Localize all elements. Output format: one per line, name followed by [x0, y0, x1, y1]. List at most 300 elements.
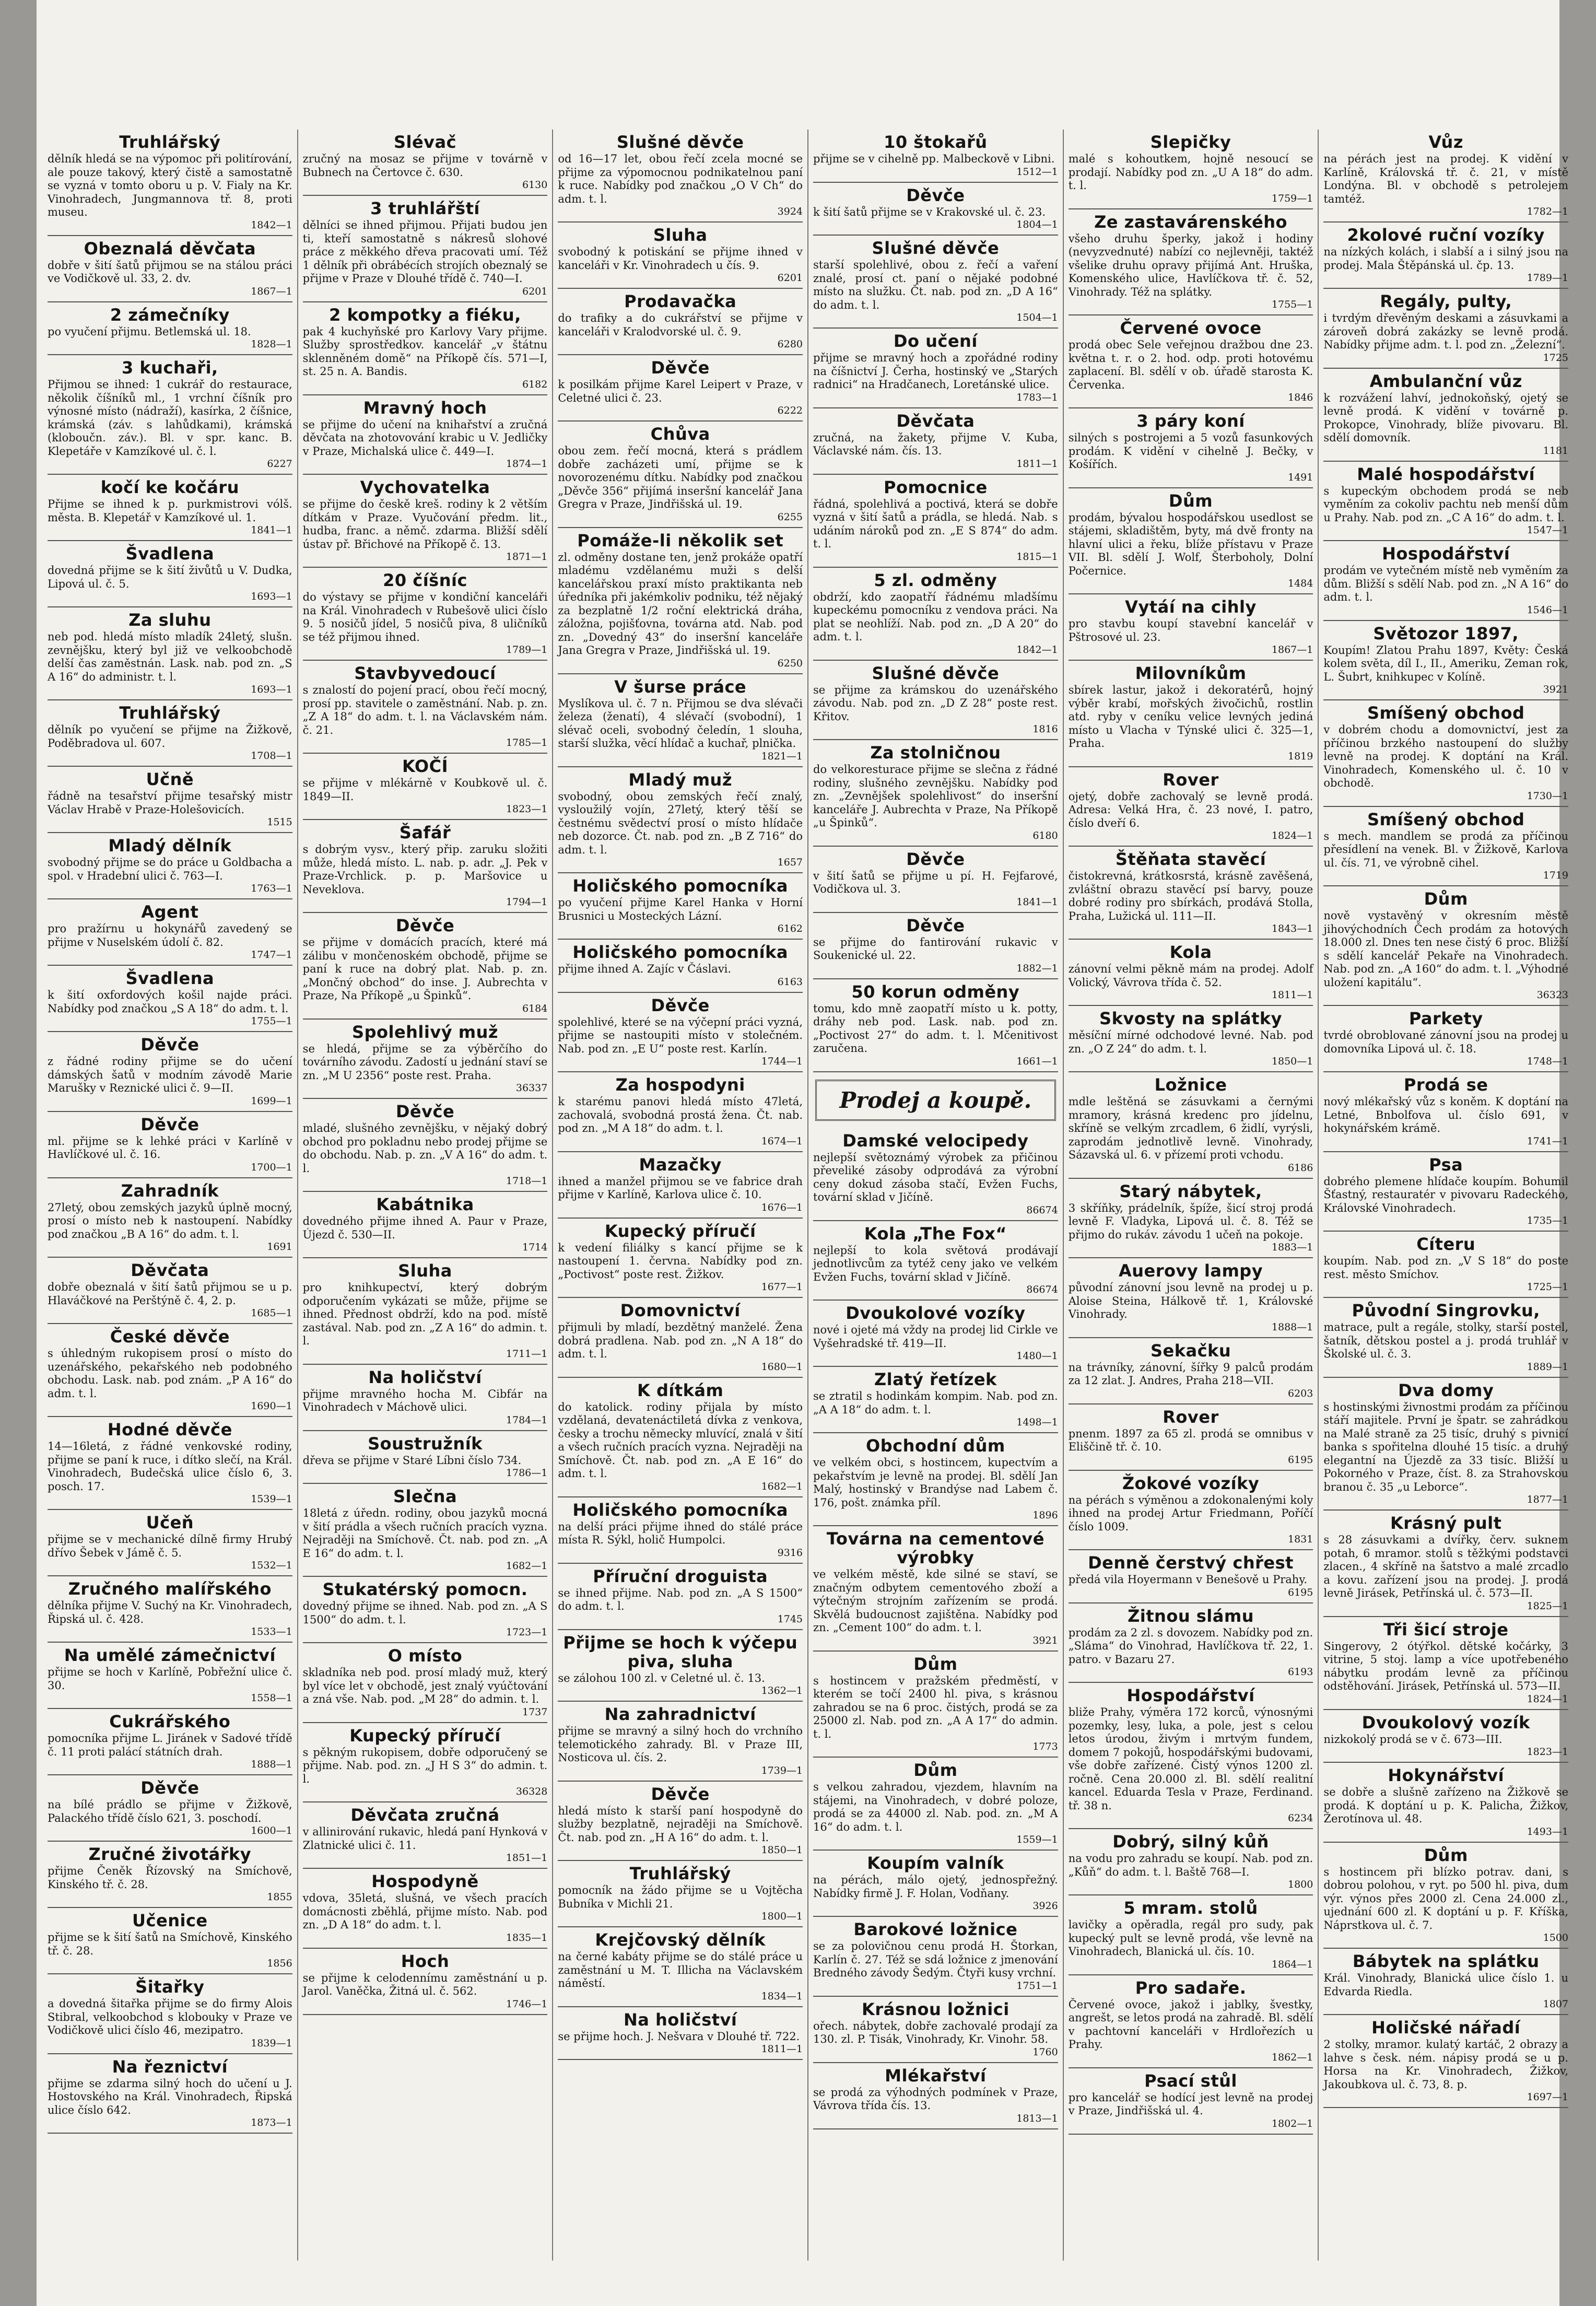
classified-ad [1069, 661, 1313, 767]
ad-code: 1811—1 [1271, 989, 1313, 1001]
ad-code: 1877—1 [1527, 1494, 1569, 1505]
ad-code: 1755—1 [1271, 299, 1313, 310]
ad-body: se přijme hoch. J. Nešvara v Dlouhé tř. 722. [558, 2030, 800, 2043]
classified-ad [558, 1378, 803, 1497]
ad-title: Smíšený obchod [1367, 809, 1525, 829]
ad-body: ve velkém obci, s hostincem, kupectvím a pekařstvím je levně na prodej. Bl. sdělí Jan Malý, hostinský v Brandýse nad Labem č. 176, pošt. známka příl. [813, 1456, 1058, 1509]
classified-ad [48, 2054, 292, 2134]
classified-ad [813, 183, 1058, 236]
ad-title: Děvče [140, 1778, 199, 1798]
ad-code: 1825—1 [1527, 1600, 1569, 1612]
ad-body: Přijmou se ihned: 1 cukrář do restaurace, několik číšníků ml., 1 vrchní číšník pro výnosné místo (nádraží), kasírka, 2 číšnice, krámská (záv. s lahůdkami), krámská (kloboučn. záv.). Bl. v spr. kanc. B. Klepetáře v Kamzíkové ul. č. l. [48, 378, 292, 458]
ad-title: Slévač [393, 132, 457, 152]
ad-body: Červené ovoce, jakož i jablky, švestky, angrešt, se letos prodá na zahradě. Bl. sdělí v pachtovní kanceláři v Hrdlořezích u Prahy. [1068, 1998, 1313, 2051]
classified-ad [558, 674, 803, 767]
classified-ad [48, 541, 292, 607]
ad-body: se zálohou 100 zl. v Celetné ul. č. 13. [558, 1671, 765, 1684]
ad-title: Přijme se hoch k výčepu piva, sluha [563, 1632, 798, 1671]
ad-code: 1493—1 [1527, 1825, 1569, 1837]
ad-code: 1714 [522, 1242, 548, 1253]
ad-title: Učně [146, 769, 194, 789]
classified-ad [303, 302, 548, 395]
ad-code: 1841—1 [251, 524, 292, 536]
ad-code: 1785—1 [506, 737, 548, 748]
ad-body: se přijme za krámskou do uzenářského závodu. Nab. pod zn. „D Z 28“ poste rest. Křitov. [813, 683, 1058, 723]
ad-code: 36323 [1536, 989, 1569, 1001]
ad-code: 6222 [777, 405, 803, 416]
ad-code: 1491 [1288, 471, 1313, 483]
ad-title: Za stolničnou [870, 743, 1001, 763]
ad-code: 1811—1 [761, 2043, 803, 2055]
ad-title: Mravný hoch [363, 397, 487, 418]
ad-code: 1824—1 [1527, 1693, 1569, 1705]
ad-title: Za sluhu [128, 610, 212, 630]
classified-ad [1323, 1617, 1568, 1710]
ad-title: K dítkám [637, 1380, 724, 1400]
ad-body: 14—16letá, z řádné venkovské rodiny, přijme se paní k ruce, i dítko slečí, na Král. Vinohradech, Budečská ulice číslo 6, 3. posch. 17. [48, 1440, 292, 1493]
classified-ad [1069, 1603, 1313, 1683]
ad-title: Hospodářství [1382, 544, 1510, 564]
ad-code: 1682—1 [506, 1560, 548, 1572]
ad-body: nejlepší to kola světová prodávají jednotlivcům za tytéž ceny jako ve velkém Evžen Fuchs, tovární sklad v Jičíně. [813, 1244, 1058, 1283]
ad-body: Král. Vinohrady, Blanická ulice číslo 1. u Edvarda Riedla. [1323, 1972, 1569, 1998]
ad-body: všeho druhu šperky, jakož i hodiny (nevyzvednuté) nabízí co nejlevněji, taktéž všelike druhu opravy přijímá Ant. Hruška, Komenského ulice, Havlíčkova tř. č. 52, Vinohrady. Též na splátky. [1068, 232, 1313, 298]
classified-ad [1323, 807, 1568, 887]
classified-ad [303, 1192, 548, 1258]
ad-body: hledá místo k starší paní hospodyně do služby bezplatně, nejraději na Smíchově. Čt. nab. pod zn. „H A 16“ do adm. t. l. [558, 1804, 803, 1844]
classified-ad [1069, 1975, 1313, 2068]
ad-code: 1773 [1032, 1741, 1058, 1752]
ad-code: 1735—1 [1527, 1215, 1569, 1226]
ad-body: neb pod. hledá místo mladík 24letý, slušn. zevnějšku, který byl již ve velkoobchodě delší čas zaměstnán. Lask. nab. pod zn. „S A 16“ do administr. t. l. [48, 630, 292, 683]
ad-code: 1842—1 [251, 219, 292, 231]
ad-body: do katolick. rodiny přijala by místo vzdělaná, devatenáctiletá dívka z venkova, česky a trochu německy mluvící, znalá v šití a všech ručních pracích vyzna. Nejraději na Smíchově. Čt. nab. pod zn. „A E 16“ do adm. t. l. [558, 1400, 803, 1480]
ad-title: Sekačku [1150, 1340, 1231, 1361]
ad-code: 1657 [777, 857, 803, 868]
ad-body: měsíční mírné odchodové levné. Nab. pod zn. „O Z 24“ do adm. t. l. [1068, 1029, 1313, 1055]
ad-code: 6234 [1288, 1812, 1313, 1824]
ad-body: mladé, slušného zevnějšku, v nějaký dobrý obchod pro pokladnu nebo prodej přijme se do obchodu. Nab. p. zn. „V A 16“ do adm. t. l. [302, 1122, 548, 1175]
ad-title: Regály, pulty, [1380, 291, 1512, 311]
ad-code: 1867—1 [251, 285, 292, 297]
ad-title: Agent [141, 902, 199, 922]
ad-body: ml. přijme se k lehké práci v Karlíně v Havlíčkové ul. č. 16. [48, 1134, 292, 1161]
ad-code: 86674 [1026, 1204, 1058, 1216]
classified-ad [1323, 1710, 1568, 1763]
classified-ad [48, 1643, 292, 1709]
classified-ad [48, 1178, 292, 1258]
ad-title: Děvče [651, 358, 710, 378]
ad-title: České děvče [110, 1327, 230, 1347]
classified-ad [48, 833, 292, 899]
ad-code: 1802—1 [1271, 2117, 1313, 2129]
classified-ad [1323, 1378, 1568, 1511]
classified-ad [813, 1367, 1058, 1433]
classified-ad [1069, 1072, 1313, 1179]
ad-title: Stukatérský pomocn. [322, 1579, 528, 1599]
ad-title: 2 kompotky a fiéku, [329, 305, 521, 325]
ad-body: nově vystavěný v okresním městě jihovýchodních Čech prodám za hotových 18.000 zl. Dnes ten nese čistý 6 proc. Bližší s sdělí kancelář Pekaře na Vinohradech. Nab. pod zn. „A 160“ do adm. t. l. „Výhodné uložení kapitálu“. [1323, 909, 1569, 989]
ad-code: 1558—1 [251, 1692, 292, 1704]
ad-code: 6255 [777, 511, 803, 523]
ad-title: Denně čerstvý chřest [1088, 1553, 1294, 1573]
ad-body: ve velkém městě, kde silné se staví, se značným odbytem cementového zboží a výtečným strojním zařízením se prodá. Skvělá budoucnost zajištěna. Nabídky pod zn. „Cement 100“ do adm. t. l. [813, 1568, 1058, 1634]
ad-title: Děvčata [131, 1260, 209, 1280]
ad-code: 1815—1 [1016, 551, 1058, 563]
ad-code: 1839—1 [251, 2037, 292, 2049]
ad-body: na nízkých kolách, i slabší a i silný jsou na prodej. Mala Štěpánská ul. čp. 13. [1323, 245, 1569, 272]
ad-code: 3921 [1032, 1634, 1058, 1646]
ad-body: vdova, 35letá, slušná, ve všech pracích domácnosti zběhlá, přijme místo. Nab. pod zn. „D A 18“ do adm. t. l. [302, 1892, 548, 1931]
ad-code: 1677—1 [761, 1281, 803, 1293]
ad-body: čistokrevná, krátkosrstá, krásně zavěšená, zvláštní obrazu stavěcí psí barvy, pouze dobré rodiny pro sbírkách, prodává Stolla, Praha, Lužická ul. 111—II. [1068, 870, 1313, 922]
classified-ad [303, 1869, 548, 1949]
ad-code: 1823—1 [1527, 1746, 1569, 1758]
ad-code: 1730—1 [1527, 790, 1569, 802]
classified-ad [558, 1298, 803, 1378]
classified-ad [558, 422, 803, 528]
ad-body: dobře v šití šatů přijmou se na stálou práci ve Vodičkově ul. 33, 2. dv. [48, 259, 292, 285]
ad-title: Tři šicí stroje [1383, 1619, 1509, 1640]
ad-code: 1697—1 [1527, 2091, 1569, 2103]
ad-title: 5 zl. odměny [874, 570, 997, 590]
ad-title: Malé hospodářství [1357, 464, 1535, 484]
ad-body: prodám, bývalou hospodářskou usedlost se stájemi, skladištěm, byty, má dvě fronty na hlavní ulici a řeku, blíže přístavu v Praze VII. Bl. sdělí J. Wolf, Šterboholy, Dolní Počernice. [1068, 511, 1313, 577]
classified-ad [48, 1709, 292, 1775]
classified-ad [48, 966, 292, 1032]
ad-code: 6201 [522, 285, 548, 297]
ad-title: 10 štokařů [884, 132, 988, 152]
ad-title: Hodné děvče [107, 1420, 232, 1439]
ad-code: 3924 [777, 206, 803, 217]
ad-body: dovedná přijme se k šití živůtů u V. Dudka, Lipová ul. č. 5. [48, 564, 292, 590]
ad-body: přijme ihned A. Zajíc v Čáslavi. [558, 963, 732, 975]
ad-body: s hostincem při blízko potrav. dani, s dobrou polohou, v ryt. po 500 hl. piva, dum výr. výnos přes 2000 zl. Cena 24.000 zl., ujednání 600 zl. K doptání u p. F. Kříška, Náprstkova ul. č. 7. [1323, 1865, 1569, 1932]
ad-title: Ložnice [1154, 1075, 1227, 1095]
ad-title: Děvče [651, 1784, 710, 1804]
ad-code: 1723—1 [506, 1626, 548, 1638]
classified-ad [813, 408, 1058, 475]
ad-code: 1500 [1543, 1932, 1569, 1944]
ad-code: 1737 [522, 1706, 548, 1718]
ad-code: 6162 [777, 923, 803, 934]
ad-body: dobrého plemene hlídače koupím. Bohumil Šťastný, restauratér v pivovaru Radeckého, Královské Vinohradech. [1323, 1175, 1569, 1214]
ad-body: do výstavy se přijme v kondiční kanceláři na Král. Vinohradech v Rubešově ulici číslo 9. 5 nosičů jídel, 5 nosičů piva, 8 uličníků se též přijmou ihned. [302, 591, 548, 643]
classified-ad [813, 1997, 1058, 2063]
classified-ad [558, 289, 803, 355]
ad-body: koupím. Nab. pod zn. „V S 18“ do poste rest. město Smíchov. [1323, 1255, 1569, 1281]
ad-title: Pomáže-li několik set [577, 530, 784, 551]
ad-title: Pro sadaře. [1135, 1977, 1247, 1998]
classified-ad [558, 1497, 803, 1564]
ad-code: 1744—1 [761, 1056, 803, 1067]
ad-body: původní zánovní jsou levně na prodej u p. Aloise Steina, Hálkově tř. 1, Královské Vinohrady. [1068, 1281, 1313, 1320]
ad-body: se za polovičnou cenu prodá H. Štorkan, Karlín č. 27. Též se sdá ložnice z jmenování Bredného závody Šedým. Čtyři kusy vrchní. [813, 1940, 1058, 1979]
classified-ad [1323, 621, 1568, 701]
classified-ad [303, 1643, 548, 1723]
ad-body: svobodný k potiskání se přijme ihned v kanceláři v Kr. Vinohradech u čís. 9. [558, 245, 803, 272]
ad-title: Žokové vozíky [1122, 1473, 1260, 1493]
ad-code: 1759—1 [1271, 192, 1313, 204]
ad-code: 1682—1 [761, 1480, 803, 1492]
ad-title: Sluha [653, 225, 708, 245]
ad-title: Slepičky [1150, 132, 1231, 152]
ad-code: 86674 [1026, 1284, 1058, 1295]
ad-body: zručná, na žakety, přijme V. Kuba, Václavské nám. čís. 13. [813, 431, 1058, 457]
ad-body: k vedení filiálky s kancí přijme se k nastoupení 1. června. Nabídky pod zn. „Poctivost“ poste rest. Žižkov. [558, 1241, 803, 1281]
ad-body: nové i ojeté má vždy na prodej lid Cirkle ve Vyšehradské tř. 419—II. [813, 1324, 1058, 1350]
ad-title: Slušné děvče [616, 132, 744, 152]
ad-code: 1804—1 [1016, 219, 1058, 230]
classified-ad [1323, 223, 1568, 289]
ad-title: Truhlářský [629, 1864, 731, 1883]
ad-title: Mlékařství [885, 2065, 987, 2086]
classified-ad [48, 1974, 292, 2054]
ad-column [553, 130, 808, 2261]
ad-code: 1816 [1032, 723, 1058, 735]
ad-code: 1882—1 [1016, 962, 1058, 974]
ad-body: se přijme do učení na knihařství a zručná děvčata na zhotovování krabic u V. Jedličky v Praze, Michalská ulice č. 449—I. [302, 418, 548, 458]
classified-ad [813, 1917, 1058, 1997]
classified-ad [48, 1842, 292, 1908]
classified-ad [303, 196, 548, 302]
ad-code: 1783—1 [1016, 391, 1058, 403]
classified-ad [1323, 2015, 1568, 2108]
ad-title: Prodá se [1403, 1075, 1488, 1095]
classified-ad [48, 700, 292, 767]
ad-body: i tvrdým dřevěným deskami a zásuvkami a zároveň dobrá zakázky se levně prodá. Nabídky přijme adm. t. l. pod zn. „Železní“. [1323, 312, 1569, 351]
ad-body: s úhledným rukopisem prosí o místo do uzenářského, pekařského neb podobného obchodu. Lask. nab. pod znám. „P A 16“ do adm. t. l. [48, 1347, 292, 1400]
classified-ad [1323, 369, 1568, 462]
ad-code: 1874—1 [506, 458, 548, 470]
ad-body: Singerovy, 2 ótýřkol. dětské kočárky, 3 vitrine, 5 stoj. lamp a více upotřebeného nábytku prodám levně za příčinou odstěhování. Jirásek, Petřínská ul. 573—II. [1323, 1640, 1569, 1692]
classified-ad [48, 1258, 292, 1324]
ad-body: svobodný přijme se do práce u Goldbacha a spol. v Hradební ulici č. 763—I. [48, 856, 292, 882]
classified-ad [558, 1861, 803, 1927]
ad-title: Dům [913, 1654, 958, 1674]
ad-title: Dům [1168, 490, 1213, 511]
ad-title: Truhlářský [119, 703, 221, 723]
ad-body: dělníka přijme V. Suchý na Kr. Vinohradech, Řipská ul. č. 428. [48, 1599, 292, 1625]
classified-ad [813, 329, 1058, 408]
ad-code: 6195 [1288, 1586, 1313, 1598]
ad-code: 6163 [777, 976, 803, 988]
ad-body: se ztratil s hodinkám kompim. Nab. pod zn. „A A 18“ do adm. t. l. [813, 1390, 1058, 1416]
ad-code: 1824—1 [1271, 830, 1313, 841]
scan-edge-left [0, 0, 37, 2306]
ad-code: 1533—1 [251, 1626, 292, 1637]
ad-title: Mladý dělník [108, 836, 232, 856]
classified-ad [813, 1652, 1058, 1758]
ad-code: 1819 [1288, 750, 1313, 762]
ad-body: na bílé prádlo se přijme v Žižkově, Palackého třídě číslo 621, 3. poschodí. [48, 1798, 292, 1824]
ad-title: Učenice [132, 1911, 208, 1930]
ad-title: Holičského pomocníka [572, 876, 788, 896]
ad-title: kočí ke kočáru [100, 477, 239, 497]
classified-ad [48, 767, 292, 833]
ad-title: 2 zámečníky [110, 305, 230, 325]
ad-title: Krejčovský dělník [595, 1930, 766, 1950]
ad-code: 1807 [1543, 1998, 1569, 2010]
classified-ad [303, 1365, 548, 1431]
ad-body: řádná, spolehlivá a poctivá, která se dobře vyzná v šití šatů a prádla, se hledá. Nab. s udáním nároků pod zn. „E S 874“ do adm. t. l. [813, 497, 1058, 550]
ad-title: O místo [388, 1646, 463, 1666]
ad-title: Učeň [146, 1513, 194, 1532]
ad-title: Holičského pomocníka [572, 1500, 788, 1520]
ad-title: Kabátnika [376, 1195, 474, 1214]
ad-code: 6227 [267, 458, 292, 470]
ad-body: na vodu pro zahradu se koupí. Nab. pod zn. „Kůň“ do adm. t. l. Baště 768—I. [1068, 1852, 1313, 1878]
ad-title: Parkety [1409, 1009, 1483, 1028]
ad-code: 1546—1 [1527, 604, 1569, 616]
ad-column [43, 130, 298, 2261]
classified-ad [813, 1851, 1058, 1917]
classified-ad [558, 940, 803, 993]
classified-ad [558, 1702, 803, 1782]
ad-body: nový mlékařský vůz s koněm. K doptání na Letné, Bnbolfova ul. číslo 691, v hokynářském krámě. [1323, 1095, 1569, 1134]
classified-ad [48, 1775, 292, 1842]
classified-ad [48, 1417, 292, 1510]
ad-code: 6250 [777, 657, 803, 669]
ad-body: do velkoresturace přijme se slečna z řádné rodiny, slušného zevnějšku. Nabídky pod zn. „Zevnějšek spolehlivost“ do inseršní kanceláře J. Aubrechta v Praze, Na Příkopě „u Špinků“. [813, 763, 1058, 829]
ad-body: tomu, kdo mně zaopatří místo u k. potty, dráhy neb pod. Lask. nab. pod zn. „Poctivost 27“ do adm. t. l. Mčenitivost zaručena. [813, 1002, 1058, 1055]
ad-code: 1800 [1288, 1879, 1313, 1890]
ad-title: Prodavačka [624, 291, 737, 311]
classified-ad [1323, 1006, 1568, 1072]
ad-code: 6193 [1288, 1666, 1313, 1678]
ad-code: 1181 [1543, 444, 1569, 456]
ad-body: pro stavbu koupí stavební kancelář v Pštrosové ul. 23. [1068, 617, 1313, 643]
ad-body: přijme Čeněk Řízovský na Smíchově, Kinského tř. č. 28. [48, 1865, 292, 1891]
ad-title: Hokynářství [1388, 1765, 1505, 1785]
ad-title: Mladý muž [628, 769, 732, 790]
classified-ad [303, 820, 548, 913]
ad-title: Koupím valník [867, 1853, 1004, 1873]
section-heading: Prodej a koupě. [815, 1080, 1056, 1121]
ad-title: Děvčata [896, 411, 975, 431]
ad-title: Děvče [906, 849, 965, 869]
classified-ad [1069, 488, 1313, 595]
ad-code: 1864—1 [1271, 1958, 1313, 1970]
ad-title: Děvče [140, 1035, 199, 1055]
classified-ad [558, 993, 803, 1073]
ad-body: dělník po vyučení se přijme na Žižkově, Poděbradova ul. 607. [48, 723, 292, 750]
ad-title: Štěňata stavěcí [1115, 849, 1266, 869]
ad-code: 1813—1 [1016, 2112, 1058, 2124]
ad-body: z řádné rodiny přijme se do učení dámských šatů v modním závodě Marie Marušky v Reznické ulici č. 9—II. [48, 1055, 292, 1094]
ad-title: Barokové ložnice [853, 1919, 1018, 1939]
ad-body: přijme se v cihelně pp. Malbeckově v Libni. [813, 153, 1055, 165]
ad-body: se prodá za výhodných podmínek v Praze, Vávrova třída čís. 13. [813, 2086, 1058, 2112]
ad-title: Světozor 1897, [1373, 623, 1519, 643]
classified-ad [813, 568, 1058, 661]
ad-code: 1745 [777, 1613, 803, 1625]
ad-body: předá vila Hoyermann v Benešově u Prahy. [1068, 1573, 1308, 1586]
ad-title: Mazačky [639, 1154, 722, 1175]
classified-ad [813, 1526, 1058, 1652]
ad-code: 1685—1 [251, 1307, 292, 1319]
ad-code: 1661—1 [1016, 1055, 1058, 1067]
classified-ad [1069, 1471, 1313, 1551]
ad-title: Damské velocipedy [842, 1130, 1029, 1151]
classified-ad [303, 661, 548, 754]
ad-code: 1867—1 [1271, 644, 1313, 655]
ad-title: Dvoukolový vozík [1362, 1712, 1530, 1733]
classified-ad [1069, 1895, 1313, 1975]
ad-body: 2 stolky, mramor. kulatý kartáč, 2 obrazy a lahve s česk. ném. nápisy prodá se u p. Horsa na Kr. Vinohradech, Žižkov, Jakoubkova ul. č. 73, 8. p. [1323, 2038, 1569, 2091]
ad-body: lavičky a opěradla, regál pro sudy, pak kupecký pult se levně prodá, vše levně na Vinohradech, Blanická ul. čís. 10. [1068, 1918, 1313, 1958]
ad-code: 6280 [777, 338, 803, 350]
ad-body: na pérách s výměnou a zdokonalenými koly ihned na prodej Artur Friedmann, Poříčí číslo 1009. [1068, 1493, 1313, 1533]
ad-code: 1846 [1288, 392, 1313, 403]
classified-ad [813, 1758, 1058, 1851]
ad-body: nizkokolý prodá se v č. 673—III. [1323, 1733, 1503, 1746]
classified-ad [303, 1723, 548, 1803]
ad-code: 1811—1 [1016, 458, 1058, 470]
classified-ad [1323, 700, 1568, 807]
ad-body: bliže Prahy, výměra 172 korců, výnosnými pozemky, lesy, luka, a pole, jest s celou letos úrodou, živým i mrtvým fundem, domem 7 pokojů, hospodářskými budovami, vše dobře zařízené. Čistý výnos 1200 zl. ročně. Cena 20.000 zl. Bl. sdělí realitní kancel. Eduarda Tesla v Praze, Ferdinand. tř. 38 n. [1068, 1706, 1313, 1812]
classified-ad [558, 355, 803, 422]
ad-code: 6195 [1288, 1454, 1313, 1466]
ad-code: 1693—1 [251, 591, 292, 602]
ad-body: s kupeckým obchodem prodá se neb vyměním za cokoliv pachtu neb menší dům u Prahy. Nab. pod zn. „C A 16“ do adm. t. l. [1323, 484, 1569, 524]
ad-body: nejlepší světoznámý výrobek za přičinou převeliké zásoby odprodává za výrobní ceny dokud zásoba stačí, Evžen Fuchs, tovární sklad v Jičíně. [813, 1151, 1058, 1203]
ad-body: se ihned přijme. Nab. pod zn. „A S 1500“ do adm. t. l. [558, 1586, 803, 1612]
ad-body: pro knihkupectví, který dobrým odporučením vykázati se může, přijme se ihned. Přednost obdrží, kdo na pod. místě zastával. Nab. pod zn. „Z A 16“ do admin. t. l. [302, 1281, 548, 1347]
classified-ad [1323, 130, 1568, 223]
ad-code: 1559—1 [1016, 1834, 1058, 1845]
classified-ad [1069, 130, 1313, 209]
ad-title: Hospodyně [371, 1871, 479, 1891]
classified-ad [1323, 289, 1568, 369]
ad-body: s 28 zásuvkami a dvířky, červ. suknem potah, 6 mramor. stolů s těžkými podstavci zlacen., 4 skříně na šatstvo a malé zrcadlo a kovu. zařízení jsou na prodej. J. prodá levně Jirásek, Petřínská ul. č. 573—II. [1323, 1534, 1569, 1599]
classified-ad [1069, 315, 1313, 408]
ad-code: 1888—1 [251, 1759, 292, 1770]
ad-title: Obchodní dům [866, 1436, 1005, 1456]
ad-title: Cíteru [1416, 1234, 1476, 1254]
ad-code: 1760 [1032, 2046, 1058, 2058]
classified-ad [303, 1577, 548, 1643]
ad-title: 3 kuchaři, [121, 358, 218, 378]
ad-title: Švadlena [125, 968, 215, 988]
classified-ad [558, 1564, 803, 1630]
ad-code: 1873—1 [251, 2117, 292, 2128]
ad-title: Na holičství [624, 2009, 737, 2030]
ad-body: přijme mravného hocha M. Cibfár na Vinohradech v Máchově ulici. [302, 1387, 548, 1413]
ad-body: starší spolehlivé, obou z. řečí a vaření znalé, prosí ct. paní o nějaké podobné místo na služku. Čt. nab. pod zn. „D A 16“ do adm. t. l. [813, 259, 1058, 311]
ad-code: 1484 [1288, 578, 1313, 589]
ad-body: pnenm. 1897 za 65 zl. prodá se omnibus v Eliščině tř. č. 10. [1068, 1427, 1313, 1453]
ad-code: 1835—1 [506, 1932, 548, 1944]
ad-code: 1700—1 [251, 1161, 292, 1173]
ad-code: 1480—1 [1016, 1350, 1058, 1362]
ad-title: 50 korun odměny [851, 981, 1020, 1002]
ad-body: v dobrém chodu a domovnictví, jest za příčinou brzkého nastoupení do služby levně na prodej. K doptání na Král. Vinohradech, Komenského ul. č. 10 v obchodě. [1323, 723, 1569, 789]
classified-ad [48, 1908, 292, 1974]
ad-body: dělník hledá se na výpomoc při politírování, ale pouze takový, který čistě a samostatně se vyzná v tomto oboru u p. V. Fialy na Kr. Vinohradech, Jungmannova tř. 8, proti museu. [48, 153, 292, 218]
ad-body: 18letá z úředn. rodiny, obou jazyků mocná v šití prádla a všech ručních pracích vyzna. Nejraději na Smíchově. Čt. nab. pod zn. „A E 16“ do adm. t. l. [302, 1507, 548, 1560]
classified-ad [813, 2063, 1058, 2129]
ad-title: Dům [913, 1760, 958, 1780]
classified-ad [813, 1433, 1058, 1526]
ad-code: 6184 [522, 1002, 548, 1014]
ad-code: 1498—1 [1016, 1417, 1058, 1428]
classified-ad [1069, 1338, 1313, 1404]
ad-code: 1831 [1288, 1534, 1313, 1545]
ad-title: 3 páry koní [1136, 411, 1245, 431]
classified-ad [303, 475, 548, 568]
ad-code: 1862—1 [1271, 2051, 1313, 2063]
